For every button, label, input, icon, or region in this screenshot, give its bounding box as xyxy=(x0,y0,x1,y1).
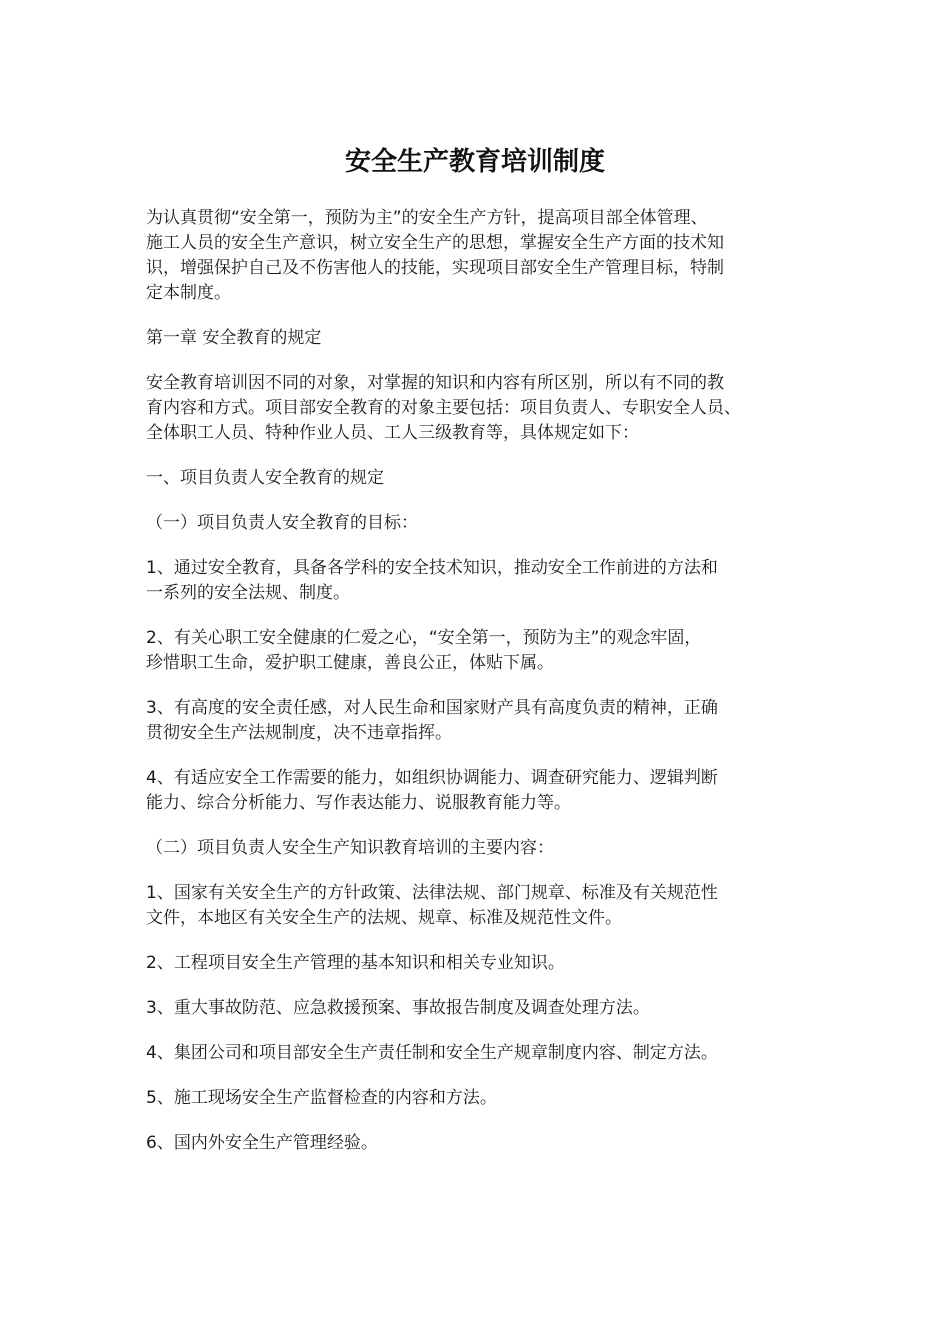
list-item: 4、集团公司和项目部安全生产责任制和安全生产规章制度内容、制定方法。 xyxy=(146,1043,718,1063)
list-item: 2、工程项目安全生产管理的基本知识和相关专业知识。 xyxy=(146,953,565,973)
subsection-heading: （一）项目负责人安全教育的目标： xyxy=(146,513,418,533)
list-item: 1、国家有关安全生产的方针政策、法律法规、部门规章、标准及有关规范性 文件，本地区有关安全生产的法规、规章、标准及规范性文件。 xyxy=(146,883,718,928)
list-item: 3、有高度的安全责任感，对人民生命和国家财产具有高度负责的精神，正确 贯彻安全生产法规制度，决不违章指挥。 xyxy=(146,698,718,743)
chapter-intro-paragraph: 安全教育培训因不同的对象，对掌握的知识和内容有所区别，所以有不同的教 育内容和方式。项目部安全教育的对象主要包括：项目负责人、专职安全人员、 全体职工人员、特种作业人员、工人三级教育等，具体规定如下： xyxy=(146,373,741,443)
subsection-heading: （二）项目负责人安全生产知识教育培训的主要内容： xyxy=(146,838,554,858)
list-item: 2、有关心职工安全健康的仁爱之心，“安全第一，预防为主”的观念牢固， 珍惜职工生命，爱护职工健康，善良公正，体贴下属。 xyxy=(146,628,702,673)
document-title: 安全生产教育培训制度 xyxy=(344,147,605,177)
intro-paragraph: 为认真贯彻“安全第一，预防为主”的安全生产方针，提高项目部全体管理、 施工人员的安全生产意识，树立安全生产的思想，掌握安全生产方面的技术知 识，增强保护自己及不伤害他人的技能，实现项目部安全生产管理目标，特制 定本制度。 xyxy=(146,208,724,303)
list-item: 6、国内外安全生产管理经验。 xyxy=(146,1133,378,1153)
section-heading: 一、项目负责人安全教育的规定 xyxy=(146,468,384,488)
list-item: 3、重大事故防范、应急救援预案、事故报告制度及调查处理方法。 xyxy=(146,998,650,1018)
document-body xyxy=(146,206,818,1176)
list-item: 1、通过安全教育，具备各学科的安全技术知识，推动安全工作前进的方法和 一系列的安全法规、制度。 xyxy=(146,558,718,603)
chapter-heading: 第一章 安全教育的规定 xyxy=(146,328,322,348)
list-item: 4、有适应安全工作需要的能力，如组织协调能力、调查研究能力、逻辑判断 能力、综合分析能力、写作表达能力、说服教育能力等。 xyxy=(146,768,718,813)
list-item: 5、施工现场安全生产监督检查的内容和方法。 xyxy=(146,1088,497,1108)
